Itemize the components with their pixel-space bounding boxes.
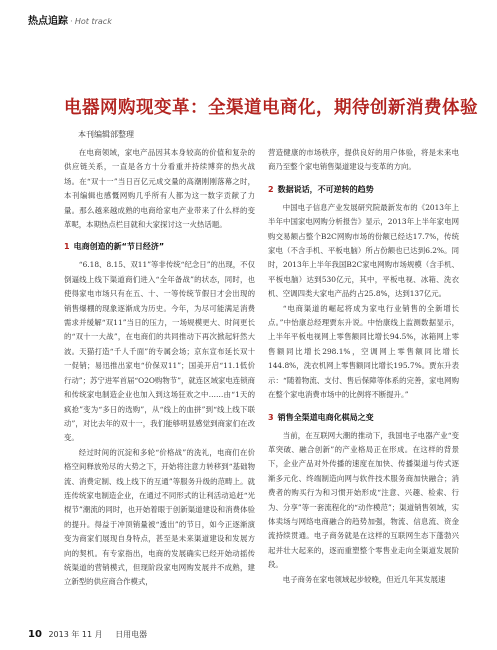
article-title: 电器网购现变革：全渠道电商化，期待创新消费体验 [64, 98, 478, 118]
page-footer [28, 629, 147, 640]
body-paragraph-continued: 营造健康的市场秩序，提供良好的用户体验，将是未来电商乃至整个家电销售渠道建设与变革的方向。 [268, 148, 459, 172]
section-heading-1 [64, 240, 255, 254]
right-column [268, 146, 459, 587]
page-number: 10 [28, 629, 42, 640]
section-header [28, 12, 112, 27]
section-number: 3 [268, 412, 274, 422]
section-heading-text: 销售全渠道电商化棋局之变 [277, 412, 374, 422]
body-paragraph: “6.18、8.15、双11”等非传统“纪念日”的出现，不仅倒逼线上线下渠道商们进入“全年备战”的状态，同时，也使得家电市场只有在五、十、一等传统节假日才会出现的销售爆棚的现象逐渐成为历史。今年，为尽可能满足消费需求并缓解“双11”当日的压力，一场规模更大、时间更长的“双十一大战”，在电商们的共同推动下再次掀起轩然大波。天猫打造“千人千面”的专属会场；京东宣布延长双十一促销；易迅推出家电“价保双11”；国美开启“11.1低价行动”；苏宁进军首届“O2O购物节”，就连区域家电连锁商和传统家电制造企业也加入到这场狂欢之中……由“1天的疯抢”变为“多日的选购”，从“线上的血拼”到“线上线下联动”，对比去年的双十一，我们能够明显感觉到商家们在改变。 [64, 260, 255, 443]
section-heading-text: 数据说话，不可逆转的趋势 [277, 184, 374, 194]
section-heading-text: 电商创造的新“节日经济” [73, 242, 165, 252]
body-paragraph: 经过时间的沉淀和多轮“价格战”的洗礼，电商们在价格空间释放殆尽的大势之下，开始将注意力转移到“基础物流、消费定制、线上线下的互通”等服务升级的范畴上。就连传统家电制造企业，在通过不同形式的让利活动追赶“光棍节”潮流的同时，也开始着眼于创新渠道建设和消费体验的提升。得益于冲顶销量被“透出”的节日，如今正逐渐演变为商家们展现自身特点，甚至是未来渠道建设和发展方向的契机。有专家指出，电商的发展确实已经开始动摇传统渠道的营销模式，但现阶段家电网购发展并不成熟，建立新型的供应商合作模式， [64, 447, 255, 587]
issue-date: 2013 年 11 月 [48, 630, 103, 639]
section-label: 热点追踪 [28, 16, 68, 27]
publication-name: 日用电器 [115, 630, 148, 639]
left-column [64, 146, 255, 590]
article-byline: 本刊编辑部整理 [78, 130, 134, 139]
section-heading-2 [268, 183, 459, 197]
body-paragraph: 中国电子信息产业发展研究院最新发布的《2013年上半年中国家电网购分析报告》显示，2013年上半年家电网购交易额占整个B2C网购市场的份额已经达17.7%，传统家电（不含手机、平板电脑）所占份额也已达到6.2%。同时，2013年上半年我国B2C家电网购市场规模（含手机、平板电脑）达到530亿元，其中，平板电视、冰箱、洗衣机、空调四类大家电产品约占25.8%，达到137亿元。 [268, 202, 459, 299]
separator-dot: · [70, 17, 73, 27]
body-paragraph: “电商渠道的崛起将成为家电行业销售的全新增长点。”中怡康总经理贾东升说。中怡康线上监测数据显示，上半年平板电视网上零售额同比增长94.5%，冰箱网上零售额同比增长298.1%，空调网上零售额同比增长144.8%，洗衣机网上零售额同比增长195.7%。贾东升表示：“随着物流、支付、售后保障等体系的完善，家电网购在整个家电消费市场中的比例将不断提升。” [268, 303, 459, 400]
section-label-english: Hot track [74, 17, 112, 26]
section-number: 1 [64, 242, 70, 252]
section-heading-3 [268, 411, 459, 425]
intro-paragraph: 在电商领域，家电产品因其本身较高的价值和复杂的供应链关系，一直是各方十分看重并持续博弈的热火战场。在“双十一”当日百亿元成交量的高潮刚刚落幕之时，本刊编辑也感慨网购几乎所有人都为这一数字贡献了力量。那么越来越成熟的电商给家电产业带来了什么样的变革呢，本期热点栏目就和大家探讨这一火热话题。 [64, 148, 255, 230]
section-number: 2 [268, 184, 274, 194]
body-paragraph: 电子商务在家电领域起步较晚，但近几年其发展速 [282, 574, 446, 584]
body-paragraph: 当前，在互联网大潮的推动下，我国电子电器产业“变革突破、融合创新”的产业格局正在形成。在这样的背景下，企业产品对外传播的速度在加快、传播渠道与传式逐渐多元化、终端制造向网与软件技术服务商加快融合；消费者的购买行为和习惯开始形成“注意、兴趣、检索、行为、分享”等一套流程化的“动作模范”；渠道销售领域，实体卖场与网络电商融合的趋势加强，物流、信息流、资金流持续贯通。电子商务就是在这样的互联网生态下蓬勃兴起并壮大起来的，逐而重塑整个零售业走向全渠道发展阶段。 [268, 430, 459, 570]
